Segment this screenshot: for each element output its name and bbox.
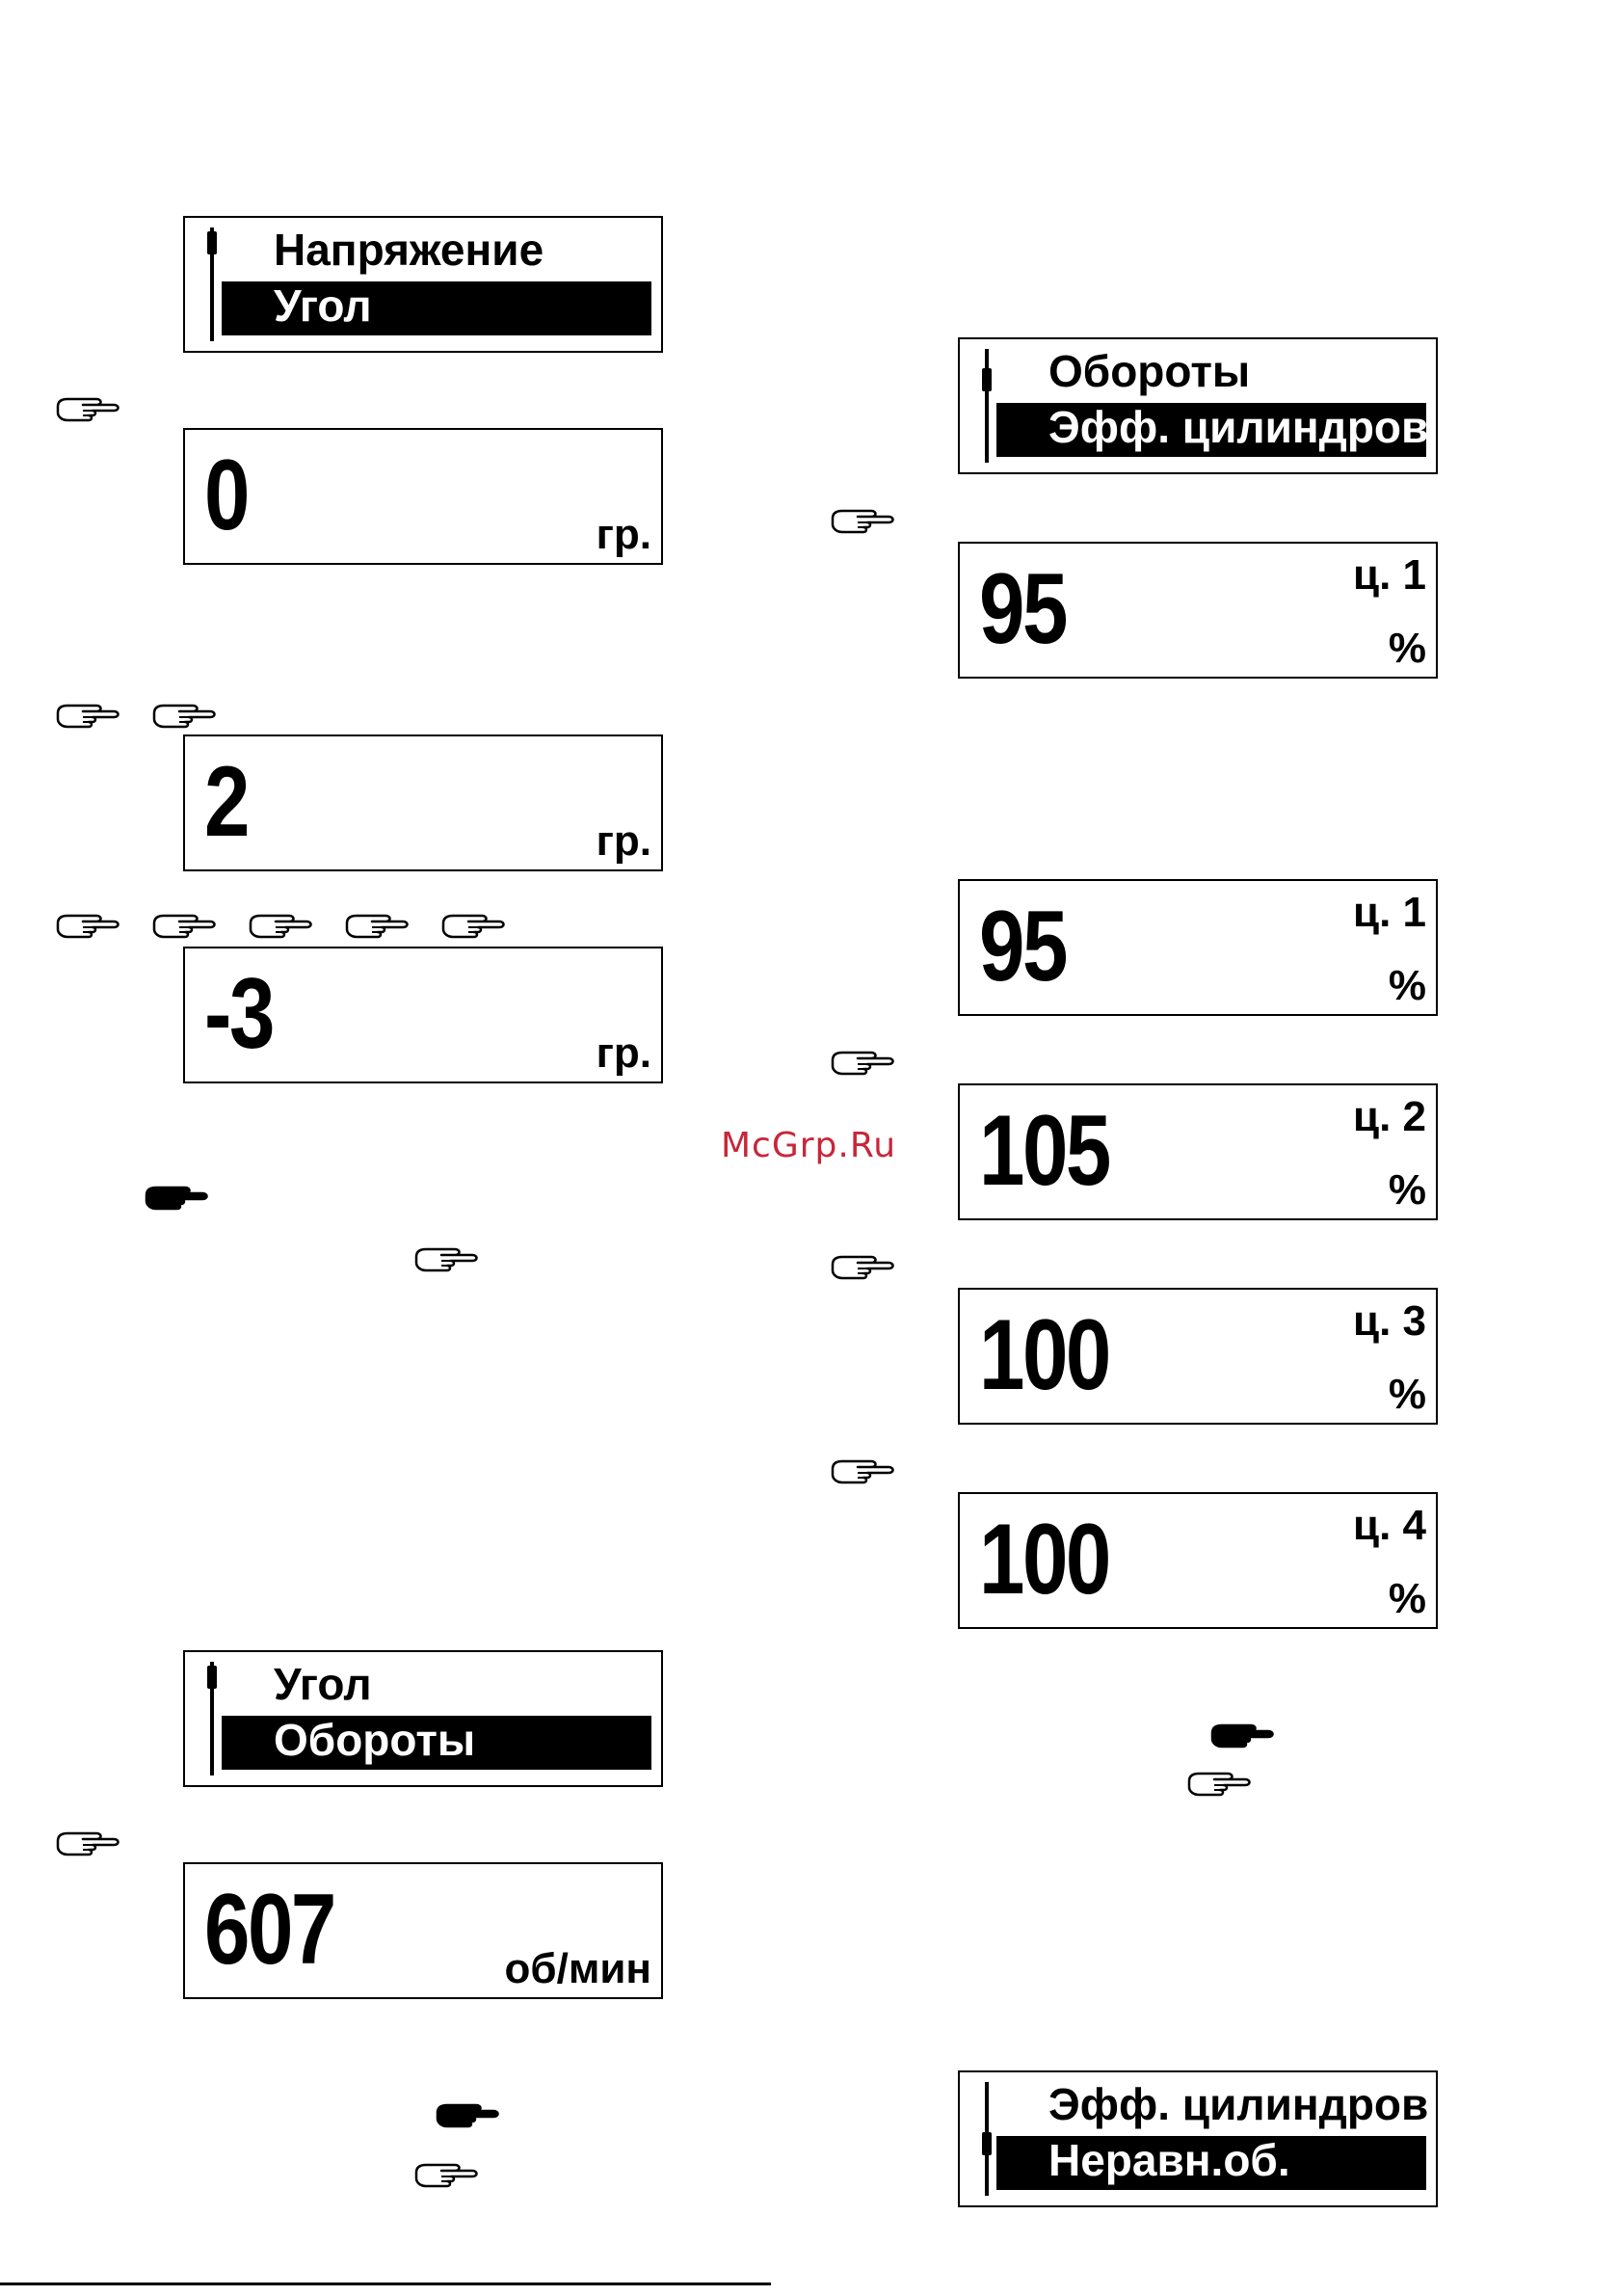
cylinder-label: ц. 2 [1353, 1093, 1426, 1140]
lcd-angle-minus3 [183, 947, 663, 1083]
menu-item-selected: Неравн.об. [1048, 2135, 1290, 2185]
pointing-hand-outline-icon [150, 906, 218, 945]
lcd-angle-0 [183, 428, 663, 565]
display-value: 2 [204, 746, 248, 858]
display-value: 100 [979, 1299, 1109, 1411]
lcd-eff-c3 [958, 1288, 1438, 1425]
pointing-hand-outline-icon [829, 1043, 896, 1081]
pointing-hand-outline-icon [54, 906, 121, 945]
display-value: 105 [979, 1095, 1109, 1207]
pointing-hand-outline-icon [412, 2155, 480, 2194]
pointing-hand-outline-icon [54, 1824, 121, 1862]
page-bottom-rule [0, 2283, 771, 2285]
pointing-hand-outline-icon [150, 696, 218, 734]
menu-item: Напряжение [274, 225, 544, 275]
menu-item: Угол [274, 1659, 372, 1709]
display-value: 607 [204, 1874, 334, 1986]
pointing-hand-outline-icon [247, 906, 314, 945]
display-unit: % [1388, 625, 1426, 672]
menu-scrollbar-thumb [982, 2132, 992, 2155]
lcd-eff-c1-b [958, 879, 1438, 1016]
pointing-hand-outline-icon [343, 906, 411, 945]
display-unit: гр. [596, 1029, 651, 1077]
menu-scrollbar-thumb [982, 368, 992, 391]
lcd-eff-c4 [958, 1492, 1438, 1629]
lcd-angle-2 [183, 734, 663, 871]
cylinder-label: ц. 3 [1353, 1297, 1426, 1345]
display-value: 95 [979, 553, 1066, 665]
lcd-eff-c2 [958, 1083, 1438, 1220]
pointing-hand-outline-icon [412, 1240, 480, 1278]
pointing-hand-outline-icon [54, 696, 121, 734]
cylinder-label: ц. 1 [1353, 551, 1426, 599]
cylinder-label: ц. 4 [1353, 1502, 1426, 1549]
cylinder-label: ц. 1 [1353, 889, 1426, 936]
pointing-hand-filled-icon [143, 1178, 210, 1216]
display-value: -3 [204, 958, 273, 1070]
display-unit: об/мин [504, 1945, 651, 1992]
display-unit: гр. [596, 817, 651, 865]
menu-item: Эфф. цилиндров [1048, 2079, 1429, 2129]
menu-scrollbar [985, 349, 989, 463]
menu-item: Обороты [1048, 346, 1251, 396]
display-unit: % [1388, 1166, 1426, 1214]
menu-item-selected: Эфф. цилиндров [1048, 402, 1429, 452]
lcd-menu-rpm-eff [958, 337, 1438, 474]
menu-item-selected: Обороты [274, 1715, 476, 1765]
lcd-eff-c1-a [958, 542, 1438, 679]
pointing-hand-outline-icon [439, 906, 507, 945]
lcd-menu-angle-rpm [183, 1650, 663, 1787]
watermark: McGrp.Ru [721, 1126, 897, 1165]
pointing-hand-outline-icon [829, 501, 896, 540]
menu-scrollbar-thumb [207, 1666, 217, 1689]
pointing-hand-filled-icon [434, 2096, 501, 2134]
pointing-hand-outline-icon [829, 1247, 896, 1286]
lcd-rpm-607 [183, 1862, 663, 1999]
pointing-hand-outline-icon [54, 389, 121, 428]
menu-item-selected: Угол [274, 280, 372, 331]
display-unit: % [1388, 1575, 1426, 1622]
menu-scrollbar-thumb [207, 231, 217, 254]
pointing-hand-filled-icon [1208, 1716, 1276, 1754]
display-unit: % [1388, 962, 1426, 1009]
display-value: 100 [979, 1504, 1109, 1615]
display-value: 0 [204, 440, 248, 551]
lcd-menu-voltage-angle [183, 216, 663, 353]
lcd-menu-eff-uneven [958, 2070, 1438, 2207]
pointing-hand-outline-icon [1185, 1764, 1253, 1802]
display-unit: % [1388, 1371, 1426, 1418]
pointing-hand-outline-icon [829, 1452, 896, 1490]
display-value: 95 [979, 891, 1066, 1002]
display-unit: гр. [596, 511, 651, 558]
